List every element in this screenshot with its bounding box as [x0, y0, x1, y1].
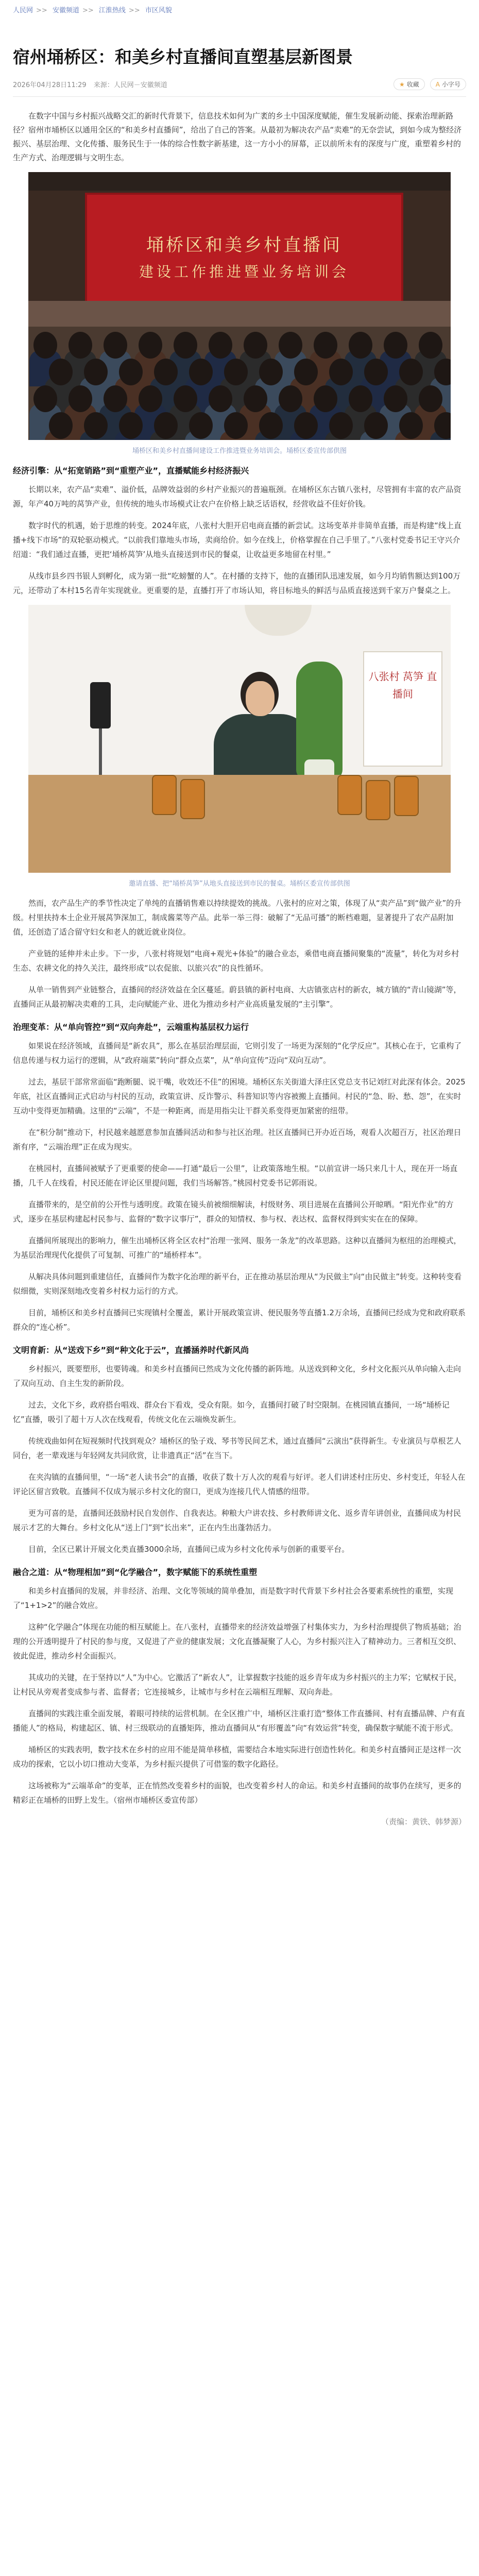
audience-head: [154, 359, 178, 385]
meeting-banner: [85, 193, 403, 305]
font-size-icon: A: [435, 80, 440, 88]
audience-head: [259, 359, 283, 385]
section-heading: 文明育新：从“送戏下乡”到“种文化于云”，直播涵养时代新风尚: [13, 1345, 249, 1355]
audience-head: [364, 359, 388, 385]
paragraph: 长期以来，农产品“卖难”、溢价低，品牌效益弱的乡村产业振兴的普遍瓶颈。在埇桥区东古镇八张村，尽管拥有丰富的农产品资源，年产40万吨的莴笋产业，但传统的地头市场模式让农户在价格上缺乏话语权，经营收益不佳好价钱。: [13, 485, 461, 509]
audience-head: [49, 412, 73, 439]
section-heading: 经济引擎：从“拓宽销路”到“重塑产业”，直播赋能乡村经济振兴: [13, 466, 249, 476]
paragraph: 从解决具体问题到重建信任，直播间作为数字化治理的新平台，正在推动基层治理从“为民做主”向“由民做主”转变。这种转变看似细微，实则深刻地改变着乡村权力运行的方式。: [13, 1272, 462, 1296]
audience-head: [119, 359, 143, 385]
audience-head: [209, 385, 232, 412]
audience-head: [399, 412, 423, 439]
audience-head: [244, 385, 267, 412]
banner-line-2: 建设工作推进暨业务培训会: [139, 263, 349, 280]
audience-head: [279, 332, 302, 359]
sign-text: 八张村 莴笋 直播间: [368, 670, 437, 700]
photo-caption: 邀请直播、把“埇桥莴笋”从地头直接送到市民的餐桌。埇桥区委宣传部供图: [129, 880, 350, 888]
paragraph: 过去，文化下乡，政府搭台唱戏、群众台下看戏，受众有限。如今，直播间打破了时空限制。在桃园镇直播间，一场“埇桥记忆”直播，吸引了超十万人次在线观看，传统文化在云端焕发新生。: [13, 1400, 450, 1424]
paragraph: 如果说在经济领域，直播间是“新农具”，那么在基层治理层面，它则引发了一场更为深刻的“化学反应”。其核心在于，它重构了信息传递与权力运行的逻辑，从“政府端菜”转向“群众点菜”，从“单向宣传”迈向“双向互动”。: [13, 1041, 462, 1065]
audience-head: [104, 385, 127, 412]
breadcrumb-item[interactable]: 市区风貌: [145, 7, 172, 14]
audience-head: [139, 332, 162, 359]
livestream-photo: [28, 605, 451, 873]
audience-head: [174, 332, 197, 359]
editor-credit: （责编：黄铁、韩梦源）: [381, 1817, 466, 1826]
paragraph: 在夹沟镇的直播间里，“一场“老人读书会”的直播，收获了数十万人次的观看与好评。老人们讲述村庄历史、乡村变迁，年轻人在评论区留言致敬。直播间不仅成为展示乡村文化的窗口，更成为连接几代人情感的纽带。: [13, 1472, 466, 1496]
section-heading: 治理变革：从“单向管控”到“双向奔赴”，云端重构基层权力运行: [13, 1022, 249, 1032]
paragraph: 更为可喜的是，直播间还鼓励村民自发创作、自我表达。种粮大户讲农技、乡村教师讲文化、返乡青年讲创业，直播间成为村民展示才艺的大舞台。乡村文化从“送上门”到“长出来”，正在内生出蓬勃活力。: [13, 1509, 461, 1532]
audience-head: [244, 332, 267, 359]
audience-head: [189, 359, 213, 385]
collect-label: 收藏: [406, 81, 419, 88]
paragraph: 目前，全区已累计开展文化类直播3000余场，直播间已成为乡村文化传承与创新的重要平台。: [28, 1545, 350, 1554]
paragraph: 乡村振兴，既要塑形，也要铸魂。和美乡村直播间已然成为文化传播的新阵地。从送戏到种文化，乡村文化振兴从单向输入走向了双向互动、自主生发的新阶段。: [13, 1364, 461, 1388]
section-heading: 融合之道：从“物理相加”到“化学融合”，数字赋能下的系统性重塑: [13, 1567, 258, 1577]
audience-head: [224, 359, 248, 385]
paragraph: 其成功的关键，在于坚持以“人”为中心。它激活了“新农人”，让掌握数字技能的返乡青年成为乡村振兴的主力军；它赋权于民，让村民从旁观者变成参与者、监督者；它连接城乡，让城市与乡村在云端相互理解、双向奔赴。: [13, 1673, 462, 1697]
article-title: 宿州埇桥区：和美乡村直播间直塑基层新图景: [13, 47, 353, 67]
audience-head: [329, 412, 353, 439]
paragraph: 直播间的实践注重全面发展，着眼可持续的运营机制。在全区推广中，埇桥区注重打造“整体工作直播间、村有直播品牌、户有直播能人”的格局，构建起区、镇、村三级联动的直播矩阵，推动直播间从“有形覆盖”向“有效运营”转变，确保数字赋能不流于形式。: [13, 1709, 465, 1733]
audience-head: [349, 332, 372, 359]
audience-head: [69, 332, 92, 359]
paragraph: 数字时代的机遇，始于思维的转变。2024年底，八张村大胆开启电商直播的新尝试。这场变革并非简单直播，而是构建“线上直播+线下市场”的双轮驱动模式。“以前我们靠地头市场，卖商给价。如今在线上，价格掌握在自己手里了。”八张村党委书记王守兴介绍道：“我们通过直播，更把‘埇桥莴笋’从地头直接送到市民的餐桌，让收益更多地留在村里。”: [13, 521, 461, 559]
audience-head: [33, 332, 57, 359]
audience-head: [399, 359, 423, 385]
publish-date: 2026年04月28日11:29: [13, 81, 87, 89]
audience-head: [84, 412, 108, 439]
audience-head: [154, 412, 178, 439]
photo-caption: 埇桥区和美乡村直播间建设工作推进暨业务培训会。埇桥区委宣传部供图: [132, 447, 347, 455]
paragraph: 直播间所展现出的影响力，催生出埇桥区将全区农村“治理一张网、服务一条龙”的改革思路。这种以直播间为枢纽的治理模式，为基层治理现代化提供了可复制、可推广的“埇桥样本”。: [13, 1236, 461, 1260]
paragraph: 从线市县乡四书银人到孵化，成为第一批“吃螃蟹的人”。在村播的支持下，他的直播团队迅速发展，如今月均销售额达到100万元，还带动了本村15名青年实现就业。更重要的是，直播打开了市场认知，将目标地头的鲜活与品质直接送到千家万户餐桌之上。: [13, 571, 461, 595]
star-icon: ★: [399, 80, 405, 88]
audience-head: [419, 385, 442, 412]
breadcrumb-item[interactable]: 人民网: [13, 7, 33, 14]
audience-head: [33, 385, 57, 412]
audience-head: [69, 385, 92, 412]
audience-head: [174, 385, 197, 412]
article-summary: 在数字中国与乡村振兴战略交汇的新时代背景下，信息技术如何为广袤的乡土中国深度赋能，催生发展新动能、探索治理新路径？宿州市埇桥区以通用全区的“和美乡村直播间”，给出了自己的答案。从最初为解决农产品“卖难”的无奈尝试，到如今成为整经济振兴、基层治理、文化传播、服务民生于一体的综合性数字新基建，这一方小小的屏幕，正以前所未有的深度与广度，重塑着乡村的生产方式、治理逻辑与文明生态。: [13, 111, 462, 162]
collect-button[interactable]: [394, 78, 425, 90]
font-size-label: 小字号: [441, 81, 460, 88]
paragraph: 和美乡村直播间的发展，并非经济、治理、文化等领域的简单叠加，而是数字时代背景下乡村社会各要素系统性的重塑，实现了“1+1>2”的融合效应。: [13, 1586, 454, 1610]
audience-head: [329, 359, 353, 385]
audience-head: [314, 332, 337, 359]
paragraph: 过去，基层干部常常面临“跑断腿、说干嘴，收效还不佳”的困境。埇桥区东关街道大泽庄区党总支书记刘红对此深有体会。2025年底，社区直播间正式启动与村民的互动，政策宣讲、反诈警示、科普知识等内容被搬上直播间。村民的“急、盼、愁、怨”，在实时互动中变得更加精确。这里的“云端”，不是一种距离，而是用指尖让干群关系变得更加紧密的纽带。: [13, 1077, 466, 1115]
audience-head: [224, 412, 248, 439]
article-meta: [13, 78, 466, 97]
audience-head: [209, 332, 232, 359]
meeting-photo: [28, 172, 451, 440]
paragraph: 埇桥区的实践表明，数字技术在乡村的应用不能是简单移植，需要结合本地实际进行创造性转化。和美乡村直播间正是这样一次成功的探索，它以小切口推动大变革，为乡村振兴提供了可借鉴的数字化路径。: [13, 1745, 461, 1769]
audience-head: [259, 412, 283, 439]
audience-head: [189, 412, 213, 439]
article-source: 来源：人民网－安徽频道: [93, 81, 167, 89]
breadcrumb-item[interactable]: 江淮热线: [98, 7, 126, 14]
banner-line-1: 埇桥区和美乡村直播间: [146, 235, 342, 256]
paragraph: 这种“化学融合”体现在功能的相互赋能上。在八张村，直播带来的经济效益增强了村集体实力，为乡村治理提供了物质基础；治理的公开透明提升了村民的参与度，又促进了产业的健康发展；文化直播凝聚了人心，为乡村振兴注入了精神动力。三者相互交织、彼此促进，推动乡村全面振兴。: [13, 1622, 461, 1660]
paragraph: 直播带来的，是空前的公开性与透明度。政策在镜头前被细细解读，村级财务、项目进展在直播间公开晾晒。“阳光作业”的方式，逐步在基层构建起村民参与、监督的“数字议事厅”，群众的知情权、参与权、表达权、监督权得到实实在在的保障。: [13, 1200, 454, 1224]
audience-head: [139, 385, 162, 412]
paragraph: 传统戏曲如何在短视频时代找到观众？埇桥区的坠子戏、琴书等民间艺术，通过直播间“云演出”获得新生。专业演员与草根艺人同台，老一辈戏迷与年轻网友共同欣赏，让非遗真正“活”在当下。: [13, 1436, 461, 1460]
paragraph: 产业链的延伸并未止步。下一步，八张村将规划“电商+观光+体验”的融合业态，乘借电商直播间聚集的“流量”，转化为对乡村生态、农耕文化的持久关注，最终形成“以农促旅、以旅兴农”的良性循环。: [13, 949, 459, 973]
audience-head: [119, 412, 143, 439]
font-size-button[interactable]: [430, 78, 466, 90]
audience-head: [279, 385, 302, 412]
paragraph: 从单一销售到产业链整合，直播间的经济效益在全区蔓延。蔚县镇的新村电商、大店镇张店村的新农，城方镇的“青山镜湖”等，直播间正从最初解决卖难的工具，走向赋能产业、进化为推动乡村产业高质量发展的“主引擎”。: [13, 985, 461, 1009]
audience-head: [384, 385, 407, 412]
audience-head: [419, 332, 442, 359]
audience-head: [349, 385, 372, 412]
audience-head: [364, 412, 388, 439]
paragraph: 目前，埇桥区和美乡村直播间已实现镇村全覆盖，累计开展政策宣讲、便民服务等直播1.2万余场，直播间已经成为党和政府联系群众的“连心桥”。: [13, 1308, 466, 1332]
phone-icon: [90, 682, 111, 728]
article-page: [13, 0, 466, 1829]
audience-head: [384, 332, 407, 359]
audience-head: [49, 359, 73, 385]
audience-head: [104, 332, 127, 359]
livestream-sign: [363, 651, 442, 767]
audience-head: [314, 385, 337, 412]
paragraph: 在“积分制”推动下，村民越来越愿意参加直播间活动和参与社区治理。社区直播间已开办近百场，观看人次超百万，社区治理日渐有序，“云端治理”正在成为现实。: [13, 1128, 461, 1151]
audience-head: [294, 412, 318, 439]
breadcrumb-item[interactable]: 安徽频道: [52, 7, 79, 14]
paragraph: 在桃园村，直播间被赋予了更重要的使命——打通“最后一公里”，让政策落地生根。“以前宣讲一场只来几十人，现在开一场直播，几千人在线看，村民还能在评论区里提问题，我们当场解答。”桃园村党委书记郭雨说。: [13, 1164, 458, 1188]
breadcrumb: 人民网 >> 安徽频道 >> 江淮热线 >> 市区风貌: [13, 7, 172, 14]
paragraph: 这场被称为“云端革命”的变革，正在悄然改变着乡村的面貌，也改变着乡村人的命运。和美乡村直播间的故事仍在续写，更多的精彩正在埇桥的田野上发生。（宿州市埇桥区委宣传部）: [13, 1781, 461, 1805]
paragraph: 然而，农产品生产的季节性决定了单纯的直播销售难以持续提效的挑战。八张村的应对之策，体现了从“卖产品”到“做产业”的升级。村里扶持本土企业开展莴笋深加工，制成酱菜等产品。此举一举三得：破解了“无品可播”的断档难题，显著提升了农产品附加值，还创造了适合留守妇女和老人的就近就业岗位。: [13, 899, 462, 937]
audience-head: [84, 359, 108, 385]
audience-head: [294, 359, 318, 385]
